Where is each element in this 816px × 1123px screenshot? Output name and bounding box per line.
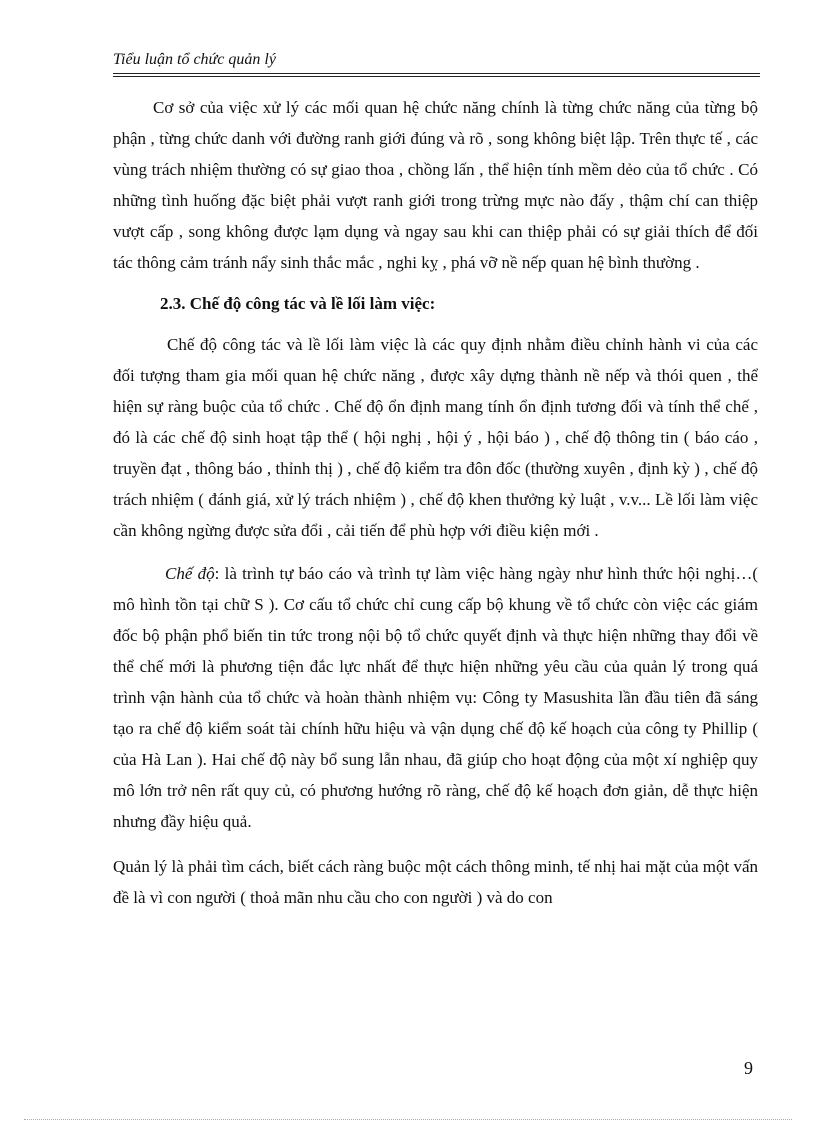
paragraph-3-text: : là trình tự báo cáo và trình tự làm việc hàng ngày như hình thức hội nghị…( mô hình tồn tại chữ S ). Cơ cấu tổ chức chỉ cung cấp bộ khung về tổ chức còn việc các giám đốc bộ phận phổ biến tin tức trong nội bộ tổ chức quyết định và thực hiện những thay đổi về thể chế mới là phương tiện đắc lực nhất để thực hiện những yêu cầu của quản lý trong quá trình vận hành của tổ chức và hoàn thành nhiệm vụ: Công ty Masushita lần đầu tiên đã sáng tạo ra chế độ kiểm soát tài chính hữu hiệu và vận dụng chế độ kế hoạch của công ty Phillip ( của Hà Lan ). Hai chế độ này bổ sung lẫn nhau, đã giúp cho hoạt động của một xí nghiệp quy mô lớn trở nên rất quy củ, có phương hướng rõ ràng, chế độ kế hoạch đơn giản, dễ thực hiện nhưng đầy hiệu quả.: [113, 564, 759, 831]
page-header-title: Tiểu luận tổ chức quản lý: [113, 51, 276, 68]
header-rule-secondary: [113, 76, 760, 77]
paragraph-4: Quản lý là phải tìm cách, biết cách ràng buộc một cách thông minh, tế nhị hai mặt của một vấn đề là vì con người ( thoả mãn nhu cầu cho con người ) và do con: [113, 857, 758, 907]
page-bottom-divider: [24, 1119, 792, 1120]
page-number: 9: [744, 1058, 753, 1078]
paragraph-3-term: Chế độ: [165, 564, 215, 583]
paragraph-3: [113, 558, 758, 837]
document-body: [113, 92, 758, 913]
paragraph-1: Cơ sở của việc xử lý các mối quan hệ chức năng chính là từng chức năng của từng bộ phận , từng chức danh với đường ranh giới đúng và rõ , song không biệt lập. Trên thực tế , các vùng trách nhiệm thường có sự giao thoa , chồng lấn , thể hiện tính mềm dẻo của tổ chức . Có những tình huống đặc biệt phải vượt ranh giới trong trừng mực nào đấy , thậm chí can thiệp vượt cấp , song không được lạm dụng và ngay sau khi can thiệp phải có sự giải thích để đối tác thông cảm tránh nẩy sinh thắc mắc , nghi kỵ , phá vỡ nề nếp quan hệ bình thường .: [113, 98, 758, 272]
section-heading: 2.3. Chế độ công tác và lề lối làm việc:: [160, 294, 436, 313]
paragraph-2: Chế độ công tác và lề lối làm việc là các quy định nhằm điều chỉnh hành vi của các đối tượng tham gia mối quan hệ chức năng , được xây dựng thành nề nếp và thói quen , thể hiện sự ràng buộc của tổ chức . Chế độ ổn định mang tính ổn định tương đối và tính thể chế , đó là các chế độ sinh hoạt tập thể ( hội nghị , hội ý , hội báo ) , chế độ thông tin ( báo cáo , truyền đạt , thông báo , thỉnh thị ) , chế độ kiểm tra đôn đốc (thường xuyên , định kỳ ) , chế độ trách nhiệm ( đánh giá, xử lý trách nhiệm ) , chế độ khen thưởng kỷ luật , v.v... Lề lối làm việc cần không ngừng được sửa đổi , cải tiến để phù hợp với điều kiện mới .: [113, 335, 758, 540]
header-rule: [113, 73, 760, 74]
